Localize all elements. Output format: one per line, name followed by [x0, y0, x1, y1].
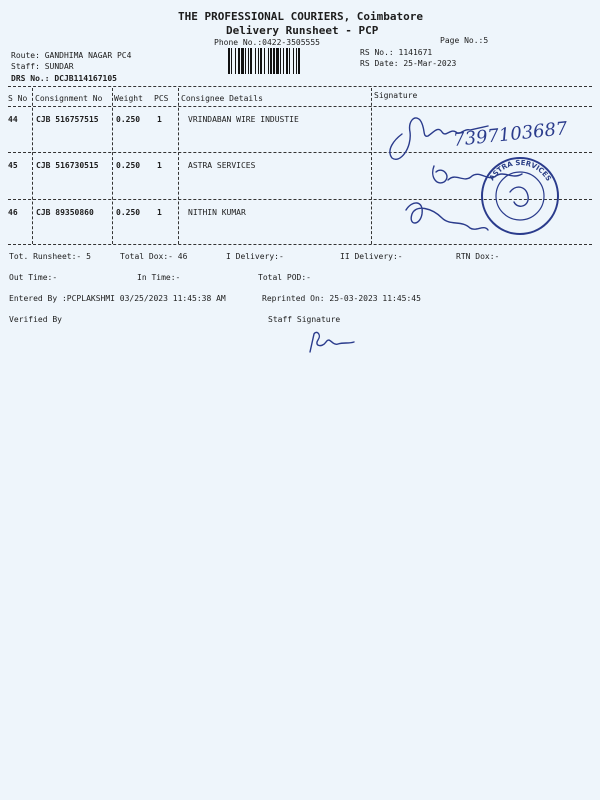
verified-by: Verified By: [9, 315, 62, 324]
entered-by: Entered By :PCPLAKSHMI 03/25/2023 11:45:38 AM: [9, 294, 226, 303]
cell-pcs: 1: [157, 161, 162, 170]
out-time: Out Time:-: [9, 273, 58, 282]
cell-consignment: CJB 516757515: [36, 115, 99, 124]
header-signature: Signature: [374, 91, 418, 100]
return-dox: RTN Dox:-: [456, 252, 500, 261]
table-row: [0, 208, 371, 218]
cell-consignee: NITHIN KUMAR: [188, 208, 246, 217]
first-delivery: I Delivery:-: [226, 252, 284, 261]
in-time: In Time:-: [137, 273, 181, 282]
company-stamp: [482, 158, 558, 234]
staff-label: Staff: SUNDAR: [11, 62, 74, 71]
cell-sno: 46: [8, 208, 18, 217]
handwritten-phone: 7397103687: [452, 118, 569, 151]
table-row: [0, 161, 371, 171]
table-top-rule: [8, 86, 592, 87]
header-weight: Weight: [114, 94, 143, 103]
staff-signature: [300, 328, 360, 358]
barcode: [228, 48, 352, 74]
cell-consignment: CJB 89350860: [36, 208, 94, 217]
drs-number: DRS No.: DCJB114167105: [11, 74, 117, 83]
table-row: [0, 115, 371, 125]
header-consignee: Consignee Details: [181, 94, 263, 103]
cell-weight: 0.250: [116, 115, 141, 124]
signature-3: [406, 203, 488, 230]
cell-consignee: VRINDABAN WIRE INDUSTIE: [188, 115, 299, 124]
total-runsheet: Tot. Runsheet:- 5: [9, 252, 91, 261]
company-title: THE PROFESSIONAL COURIERS, Coimbatore: [178, 10, 424, 23]
page-number: Page No.:5: [440, 36, 489, 45]
cell-sno: 44: [8, 115, 18, 124]
phone-number: Phone No.:0422-3505555: [214, 38, 320, 47]
cell-pcs: 1: [157, 115, 162, 124]
total-dox: Total Dox:- 46: [120, 252, 188, 261]
header-consignment: Consignment No: [35, 94, 103, 103]
staff-signature-label: Staff Signature: [268, 315, 341, 324]
header-pcs: PCS: [154, 94, 169, 103]
header-sno: S No: [8, 94, 28, 103]
stamp-text: ASTRA SERVICES: [487, 158, 553, 183]
signature-area: [372, 92, 598, 244]
rs-number: RS No.: 1141671: [360, 48, 433, 57]
cell-consignee: ASTRA SERVICES: [188, 161, 256, 170]
route-label: Route: GANDHIMA NAGAR PC4: [11, 51, 132, 60]
cell-weight: 0.250: [116, 161, 141, 170]
cell-consignment: CJB 516730515: [36, 161, 99, 170]
cell-sno: 45: [8, 161, 18, 170]
runsheet-title: Delivery Runsheet - PCP: [226, 24, 379, 37]
cell-weight: 0.250: [116, 208, 141, 217]
table-bottom-rule: [8, 244, 592, 245]
second-delivery: II Delivery:-: [340, 252, 403, 261]
rs-date: RS Date: 25-Mar-2023: [360, 59, 457, 68]
total-pod: Total POD:-: [258, 273, 311, 282]
barcode-bar: [298, 48, 300, 74]
cell-pcs: 1: [157, 208, 162, 217]
reprinted-on: Reprinted On: 25-03-2023 11:45:45: [262, 294, 421, 303]
